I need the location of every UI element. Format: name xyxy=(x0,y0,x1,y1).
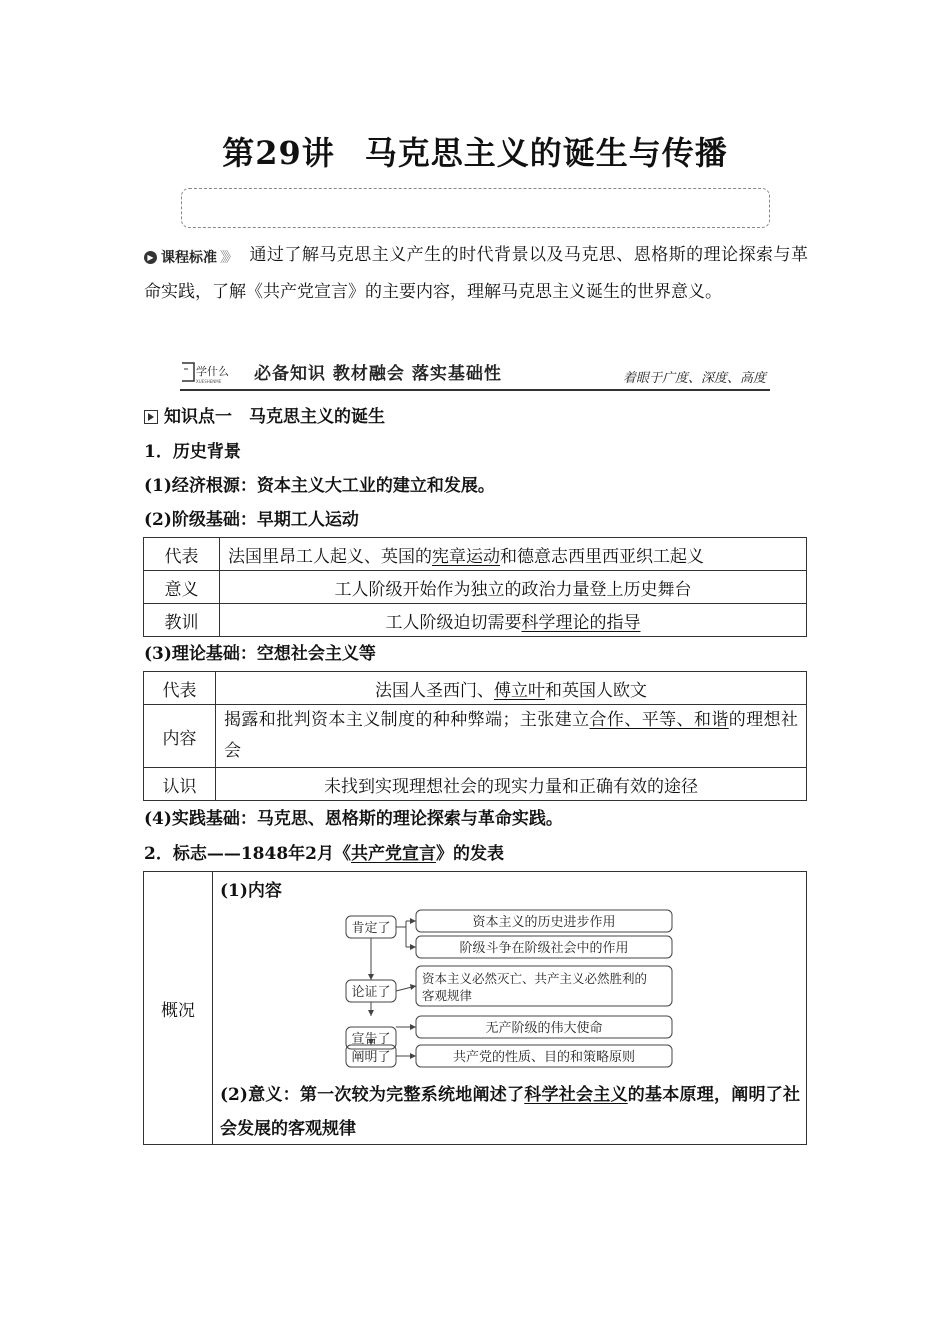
item-text: 无产阶级的伟大使命 xyxy=(485,1021,603,1036)
verb-text: 论证了 xyxy=(351,985,391,1000)
verb-text: 阐明了 xyxy=(351,1050,391,1065)
manifesto-table xyxy=(143,871,807,1145)
table-row xyxy=(144,571,807,604)
section-banner xyxy=(180,355,770,391)
dashed-box xyxy=(181,188,770,228)
manifesto-meaning: (2)意义：第一次较为完整系统地阐述了科学社会主义的基本原理，阐明了社会发展的客观规律 xyxy=(220,1085,801,1139)
row-key: 认识 xyxy=(144,768,216,801)
knowledge-point-heading xyxy=(144,402,385,427)
row-key: 教训 xyxy=(144,604,220,637)
row-value: 工人阶级迫切需要科学理论的指导 xyxy=(220,604,807,637)
lesson-name: 马克思主义的诞生与传播 xyxy=(364,134,728,172)
course-standard xyxy=(144,238,808,309)
table-row xyxy=(144,768,807,801)
svg-text:学什么: 学什么 xyxy=(196,365,229,378)
item-text: 共产党的性质、目的和策略原则 xyxy=(452,1050,636,1065)
workers-movement-table xyxy=(143,537,807,637)
circle-arrow-icon: ▶ xyxy=(144,251,157,264)
row-value: 工人阶级开始作为独立的政治力量登上历史舞台 xyxy=(220,571,807,604)
row-value: 揭露和批判资本主义制度的种种弊端；主张建立合作、平等、和谐的理想社会 xyxy=(216,705,807,768)
row-value: 法国人圣西门、傅立叶和英国人欧文 xyxy=(216,672,807,705)
table-row xyxy=(144,604,807,637)
svg-text:XUESHENME: XUESHENME xyxy=(196,379,222,384)
double-chevron-icon: 》》 xyxy=(220,249,235,266)
table-row xyxy=(144,705,807,768)
item-text: 资本主义必然灭亡、共产主义必然胜利的 xyxy=(422,971,648,986)
verb-text: 肯定了 xyxy=(351,921,391,936)
standard-text: 通过了解马克思主义产生的时代背景以及马克思、恩格斯的理论探索与革命实践，了解《共产党宣言》的主要内容，理解马克思主义诞生的世界意义。 xyxy=(144,245,808,302)
heading-manifesto: 2．标志——1848年2月《共产党宣言》的发表 xyxy=(144,844,504,864)
row-key: 代表 xyxy=(144,672,216,705)
row-key: 意义 xyxy=(144,571,220,604)
row-key: 内容 xyxy=(144,705,216,768)
knowledge-point-label: 知识点一 马克思主义的诞生 xyxy=(164,407,385,427)
item-text: 阶级斗争在阶级社会中的作用 xyxy=(459,941,629,956)
row-value: 法国里昂工人起义、英国的宪章运动和德意志西里西亚织工起义 xyxy=(220,538,807,571)
item-text: 客观规律 xyxy=(422,988,473,1003)
theory-basis: (3)理论基础：空想社会主义等 xyxy=(144,644,376,664)
standard-tag xyxy=(144,241,235,275)
economic-root: (1)经济根源：资本主义大工业的建立和发展。 xyxy=(144,476,495,496)
heading-background: 1．历史背景 xyxy=(144,442,241,462)
banner-subtitle: 着眼于广度、深度、高度 xyxy=(622,371,766,386)
verb-text: 宣告了 xyxy=(351,1032,391,1047)
utopian-socialism-table xyxy=(143,671,807,801)
standard-tag-label: 课程标准 xyxy=(161,249,217,266)
lesson-number: 第29讲 xyxy=(222,134,335,172)
row-value: 未找到实现理想社会的现实力量和正确有效的途径 xyxy=(216,768,807,801)
practice-basis: (4)实践基础：马克思、恩格斯的理论探索与革命实践。 xyxy=(144,809,563,829)
manifesto-content-diagram xyxy=(344,904,684,1072)
class-basis: (2)阶级基础：早期工人运动 xyxy=(144,510,359,530)
page-title xyxy=(0,128,950,174)
banner-title: 必备知识 教材融会 落实基础性 xyxy=(254,364,502,384)
table-row xyxy=(144,538,807,571)
item-text: 资本主义的历史进步作用 xyxy=(472,915,616,930)
triangle-box-icon xyxy=(144,410,158,424)
row-key: 概况 xyxy=(144,872,213,1144)
row-key: 代表 xyxy=(144,538,220,571)
xueshenme-logo-icon xyxy=(180,359,244,385)
table-row xyxy=(144,672,807,705)
content-label: (1)内容 xyxy=(220,881,282,901)
